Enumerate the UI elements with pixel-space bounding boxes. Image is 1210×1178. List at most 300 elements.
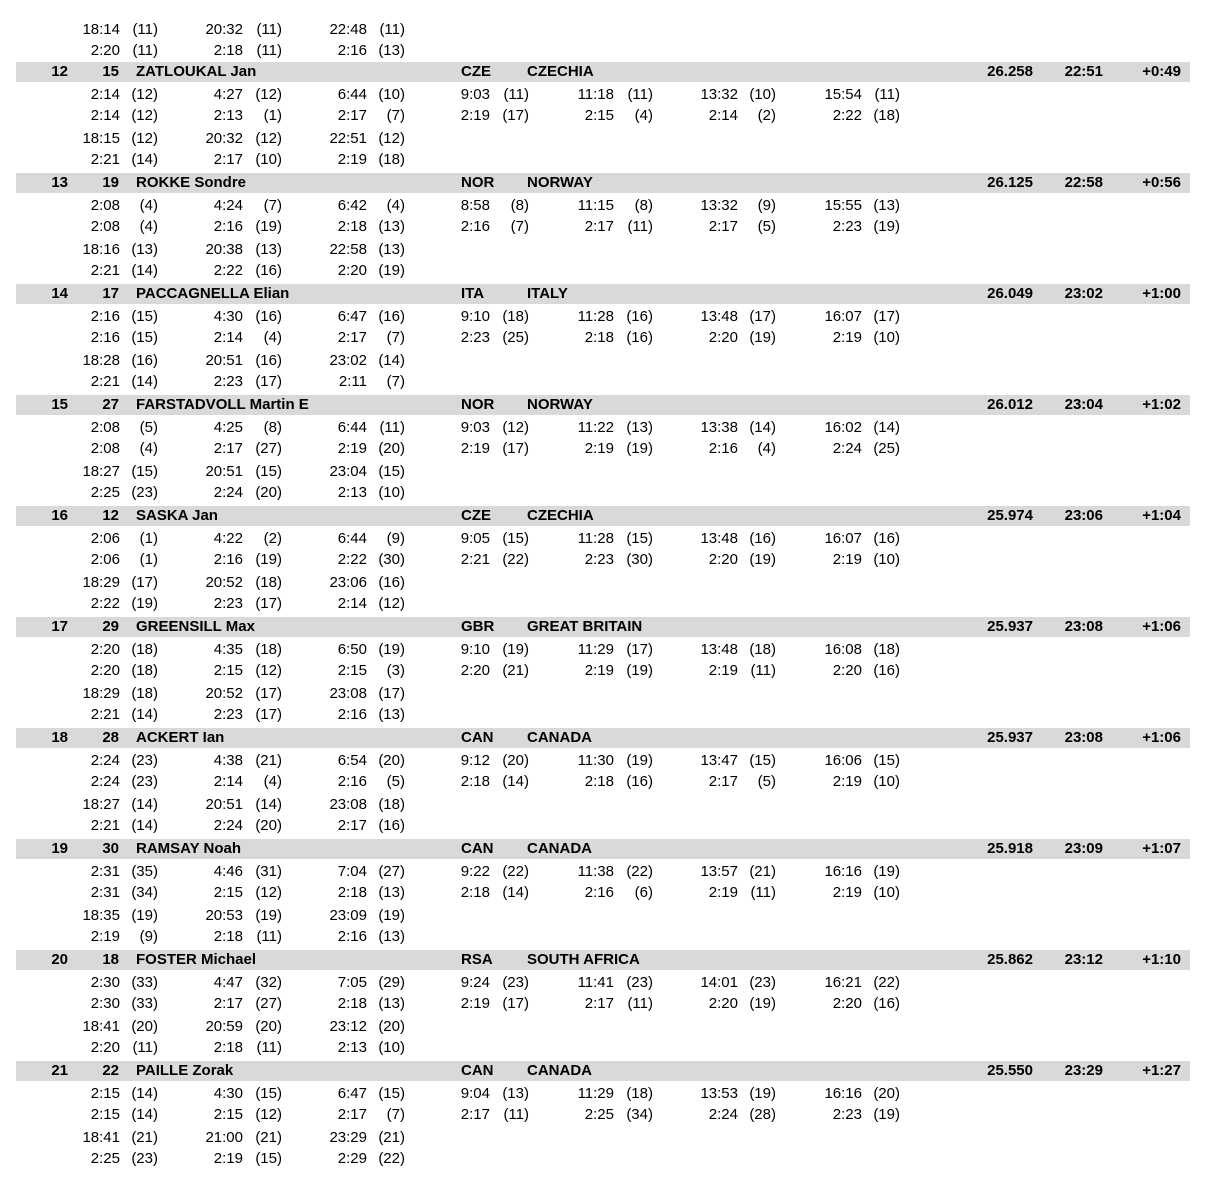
cumulative-split-row [0, 240, 1210, 260]
split-rank: (7) [263, 197, 282, 214]
split-rank: (15) [378, 1085, 405, 1102]
split-time: 9:04 [460, 1085, 490, 1102]
split-rank: (17) [502, 995, 529, 1012]
split-time: 9:05 [460, 530, 490, 547]
cumulative-split-row [0, 307, 1210, 327]
split-rank: (19) [749, 995, 776, 1012]
split-rank: (5) [139, 419, 158, 436]
split-time: 2:19 [90, 928, 120, 945]
rank: 21 [51, 1062, 68, 1079]
split-time: 11:28 [577, 530, 614, 547]
split-rank: (15) [626, 530, 653, 547]
split-rank: (8) [263, 419, 282, 436]
split-rank: (19) [255, 551, 282, 568]
split-time: 2:31 [90, 863, 120, 880]
split-rank: (11) [132, 21, 158, 38]
split-rank: (14) [502, 884, 529, 901]
split-time: 11:30 [577, 752, 614, 769]
split-rank: (12) [131, 86, 158, 103]
split-rank: (14) [131, 796, 158, 813]
split-rank: (13) [378, 42, 405, 59]
split-rank: (4) [139, 218, 158, 235]
split-time: 4:46 [213, 863, 243, 880]
split-rank: (30) [378, 551, 405, 568]
split-rank: (11) [256, 42, 282, 59]
split-time: 4:25 [213, 419, 243, 436]
split-rank: (16) [873, 662, 900, 679]
points: 25.937 [987, 729, 1033, 746]
split-rank: (13) [378, 995, 405, 1012]
split-rank: (16) [378, 817, 405, 834]
split-rank: (4) [139, 197, 158, 214]
split-rank: (11) [379, 21, 405, 38]
split-rank: (19) [873, 863, 900, 880]
split-time: 2:15 [337, 662, 367, 679]
split-rank: (21) [131, 1129, 158, 1146]
split-rank: (17) [255, 685, 282, 702]
split-rank: (18) [131, 641, 158, 658]
split-rank: (1) [139, 551, 158, 568]
split-time: 16:07 [824, 308, 862, 325]
lap-split-row [0, 661, 1210, 681]
split-time: 2:16 [460, 218, 490, 235]
split-rank: (17) [378, 685, 405, 702]
split-rank: (10) [873, 551, 900, 568]
split-time: 2:20 [337, 262, 367, 279]
split-rank: (18) [131, 662, 158, 679]
split-time: 2:18 [337, 995, 367, 1012]
split-time: 2:24 [213, 484, 243, 501]
time-behind: +1:06 [1142, 618, 1181, 635]
split-rank: (12) [255, 884, 282, 901]
split-time: 2:19 [460, 107, 490, 124]
split-time: 6:47 [337, 308, 367, 325]
split-time: 6:54 [337, 752, 367, 769]
split-rank: (22) [873, 974, 900, 991]
split-time: 6:50 [337, 641, 367, 658]
split-time: 2:16 [708, 440, 738, 457]
split-rank: (15) [378, 463, 405, 480]
split-time: 2:17 [708, 218, 738, 235]
split-rank: (10) [378, 86, 405, 103]
split-time: 2:21 [90, 262, 120, 279]
split-rank: (10) [873, 773, 900, 790]
finish-time: 23:29 [1064, 1062, 1103, 1079]
split-time: 4:35 [213, 641, 243, 658]
split-rank: (11) [627, 86, 653, 103]
athlete-name: FARSTADVOLL Martin E [136, 396, 309, 413]
athlete-name: ROKKE Sondre [136, 174, 247, 191]
split-rank: (18) [378, 151, 405, 168]
split-rank: (19) [749, 329, 776, 346]
split-rank: (19) [378, 262, 405, 279]
lap-split-row [0, 772, 1210, 792]
split-time: 13:32 [700, 197, 738, 214]
bib: 17 [102, 285, 119, 302]
country-name: CZECHIA [527, 63, 594, 80]
athlete-header-row [16, 617, 1190, 637]
split-rank: (17) [131, 574, 158, 591]
split-rank: (11) [132, 1039, 158, 1056]
rank: 12 [51, 63, 68, 80]
split-rank: (1) [263, 107, 282, 124]
finish-time: 23:02 [1064, 285, 1103, 302]
split-time: 2:13 [337, 1039, 367, 1056]
lap-split-row [0, 1149, 1210, 1169]
finish-time: 22:58 [1064, 174, 1103, 191]
split-time: 22:51 [329, 130, 367, 147]
split-time: 23:06 [329, 574, 367, 591]
split-time: 2:23 [584, 551, 614, 568]
cumulative-split-row [0, 795, 1210, 815]
split-time: 20:52 [205, 574, 243, 591]
split-time: 11:15 [577, 197, 614, 214]
lap-split-row [0, 217, 1210, 237]
cumulative-split-row [0, 462, 1210, 482]
country-name: ITALY [527, 285, 568, 302]
split-rank: (9) [386, 530, 405, 547]
split-rank: (4) [263, 773, 282, 790]
split-time: 9:22 [460, 863, 490, 880]
split-time: 13:48 [700, 530, 738, 547]
split-time: 2:16 [90, 329, 120, 346]
split-time: 2:14 [90, 86, 120, 103]
split-time: 2:08 [90, 419, 120, 436]
split-time: 2:23 [213, 373, 243, 390]
bib: 28 [102, 729, 119, 746]
finish-time: 23:08 [1064, 729, 1103, 746]
split-time: 2:08 [90, 197, 120, 214]
split-time: 2:18 [337, 218, 367, 235]
split-time: 2:17 [213, 995, 243, 1012]
country-name: SOUTH AFRICA [527, 951, 640, 968]
split-rank: (19) [873, 1106, 900, 1123]
country-name: GREAT BRITAIN [527, 618, 643, 635]
split-time: 23:02 [329, 352, 367, 369]
split-rank: (18) [873, 641, 900, 658]
split-rank: (2) [263, 530, 282, 547]
split-rank: (21) [378, 1129, 405, 1146]
split-rank: (19) [873, 218, 900, 235]
split-rank: (17) [873, 308, 900, 325]
split-time: 2:18 [584, 329, 614, 346]
split-rank: (15) [749, 752, 776, 769]
split-time: 20:53 [205, 907, 243, 924]
split-rank: (19) [626, 752, 653, 769]
split-time: 2:11 [338, 373, 367, 390]
cumulative-split-row [0, 973, 1210, 993]
lap-split-row [0, 106, 1210, 126]
split-rank: (6) [634, 884, 653, 901]
split-time: 2:18 [213, 1039, 243, 1056]
split-rank: (18) [873, 107, 900, 124]
split-rank: (31) [255, 863, 282, 880]
lap-split-row [0, 816, 1210, 836]
split-rank: (14) [502, 773, 529, 790]
split-rank: (16) [873, 995, 900, 1012]
split-rank: (16) [255, 308, 282, 325]
lap-split-row [0, 150, 1210, 170]
split-rank: (23) [502, 974, 529, 991]
split-time: 2:17 [708, 773, 738, 790]
split-time: 2:30 [90, 974, 120, 991]
split-rank: (4) [386, 197, 405, 214]
split-rank: (19) [378, 641, 405, 658]
bib: 15 [102, 63, 119, 80]
split-time: 7:05 [337, 974, 367, 991]
split-rank: (21) [255, 752, 282, 769]
split-time: 16:08 [824, 641, 862, 658]
bib: 19 [102, 174, 119, 191]
split-time: 2:16 [213, 218, 243, 235]
split-time: 2:14 [337, 595, 367, 612]
split-rank: (7) [510, 218, 529, 235]
split-time: 16:16 [824, 1085, 862, 1102]
athlete-name: PAILLE Zorak [136, 1062, 234, 1079]
split-time: 2:21 [90, 817, 120, 834]
split-time: 4:22 [213, 530, 243, 547]
split-rank: (10) [378, 484, 405, 501]
split-time: 18:35 [82, 907, 120, 924]
split-time: 6:44 [337, 419, 367, 436]
bib: 30 [102, 840, 119, 857]
split-rank: (18) [749, 641, 776, 658]
split-time: 16:02 [824, 419, 862, 436]
split-rank: (16) [255, 352, 282, 369]
split-rank: (11) [627, 218, 653, 235]
athlete-header-row [16, 1061, 1190, 1081]
split-time: 2:14 [213, 329, 243, 346]
split-time: 2:20 [90, 662, 120, 679]
split-time: 2:24 [90, 752, 120, 769]
split-time: 2:13 [213, 107, 243, 124]
cumulative-split-row [0, 1128, 1210, 1148]
split-time: 23:12 [329, 1018, 367, 1035]
split-time: 6:47 [337, 1085, 367, 1102]
split-time: 2:24 [708, 1106, 738, 1123]
country-name: CANADA [527, 729, 592, 746]
cumulative-split-row [0, 684, 1210, 704]
split-rank: (14) [749, 419, 776, 436]
split-time: 2:19 [708, 884, 738, 901]
cumulative-split-row [0, 573, 1210, 593]
split-rank: (20) [873, 1085, 900, 1102]
split-time: 2:23 [832, 218, 862, 235]
split-rank: (11) [379, 419, 405, 436]
split-rank: (20) [131, 1018, 158, 1035]
split-time: 11:41 [577, 974, 614, 991]
split-time: 11:29 [577, 1085, 614, 1102]
split-time: 2:22 [337, 551, 367, 568]
points: 26.258 [987, 63, 1033, 80]
split-time: 2:17 [213, 151, 243, 168]
split-rank: (16) [749, 530, 776, 547]
bib: 27 [102, 396, 119, 413]
split-rank: (23) [131, 1150, 158, 1167]
athlete-header-row [16, 950, 1190, 970]
lap-split-row [0, 439, 1210, 459]
split-rank: (15) [131, 329, 158, 346]
split-time: 2:19 [584, 440, 614, 457]
split-rank: (17) [502, 107, 529, 124]
nation-code: CAN [461, 1062, 494, 1079]
split-rank: (18) [255, 574, 282, 591]
points: 25.937 [987, 618, 1033, 635]
split-rank: (8) [634, 197, 653, 214]
split-rank: (20) [378, 440, 405, 457]
nation-code: ITA [461, 285, 485, 302]
split-rank: (27) [255, 440, 282, 457]
lap-split-row [0, 483, 1210, 503]
split-rank: (12) [255, 662, 282, 679]
finish-time: 22:51 [1064, 63, 1103, 80]
split-rank: (23) [131, 484, 158, 501]
split-time: 11:29 [577, 641, 614, 658]
finish-time: 23:06 [1064, 507, 1103, 524]
split-rank: (23) [131, 773, 158, 790]
lap-split-row [0, 550, 1210, 570]
split-rank: (7) [386, 107, 405, 124]
rank: 17 [51, 618, 68, 635]
split-rank: (27) [378, 863, 405, 880]
split-time: 2:18 [213, 42, 243, 59]
time-behind: +1:27 [1142, 1062, 1181, 1079]
split-rank: (11) [503, 86, 529, 103]
split-time: 9:10 [460, 308, 490, 325]
lap-split-row [0, 261, 1210, 281]
split-rank: (29) [378, 974, 405, 991]
split-time: 21:00 [205, 1129, 243, 1146]
cumulative-split-row [0, 1084, 1210, 1104]
split-rank: (11) [627, 995, 653, 1012]
split-rank: (15) [255, 463, 282, 480]
split-time: 2:23 [213, 595, 243, 612]
split-time: 2:20 [90, 1039, 120, 1056]
split-rank: (13) [378, 241, 405, 258]
time-behind: +0:56 [1142, 174, 1181, 191]
split-time: 18:29 [82, 574, 120, 591]
nation-code: CZE [461, 63, 491, 80]
split-time: 20:59 [205, 1018, 243, 1035]
split-time: 2:17 [213, 440, 243, 457]
split-time: 2:14 [213, 773, 243, 790]
cumulative-split-row [0, 129, 1210, 149]
split-rank: (14) [131, 706, 158, 723]
split-rank: (21) [502, 662, 529, 679]
split-time: 2:06 [90, 530, 120, 547]
split-rank: (16) [626, 773, 653, 790]
split-rank: (20) [378, 1018, 405, 1035]
athlete-name: PACCAGNELLA Elian [136, 285, 290, 302]
split-rank: (17) [255, 373, 282, 390]
bib: 18 [102, 951, 119, 968]
split-rank: (7) [386, 373, 405, 390]
split-rank: (9) [757, 197, 776, 214]
split-time: 2:20 [708, 551, 738, 568]
athlete-name: RAMSAY Noah [136, 840, 242, 857]
split-rank: (10) [749, 86, 776, 103]
split-time: 2:23 [460, 329, 490, 346]
split-rank: (19) [255, 218, 282, 235]
split-rank: (11) [750, 662, 776, 679]
time-behind: +1:04 [1142, 507, 1181, 524]
split-rank: (35) [131, 863, 158, 880]
split-rank: (16) [378, 574, 405, 591]
split-time: 2:15 [213, 884, 243, 901]
split-rank: (10) [873, 884, 900, 901]
split-time: 13:38 [700, 419, 738, 436]
split-time: 2:18 [460, 884, 490, 901]
split-time: 13:32 [700, 86, 738, 103]
split-rank: (5) [757, 218, 776, 235]
split-time: 2:19 [832, 329, 862, 346]
split-rank: (20) [502, 752, 529, 769]
split-time: 2:24 [213, 817, 243, 834]
points: 26.049 [987, 285, 1033, 302]
split-rank: (10) [873, 329, 900, 346]
split-rank: (22) [378, 1150, 405, 1167]
finish-time: 23:09 [1064, 840, 1103, 857]
split-time: 2:20 [90, 42, 120, 59]
split-time: 2:16 [337, 42, 367, 59]
split-rank: (23) [749, 974, 776, 991]
finish-time: 23:08 [1064, 618, 1103, 635]
split-rank: (20) [255, 817, 282, 834]
split-time: 2:19 [708, 662, 738, 679]
split-rank: (14) [255, 796, 282, 813]
split-time: 2:15 [90, 1085, 120, 1102]
cumulative-split-row [0, 351, 1210, 371]
split-rank: (32) [255, 974, 282, 991]
split-rank: (13) [378, 706, 405, 723]
split-time: 2:15 [90, 1106, 120, 1123]
split-rank: (22) [502, 863, 529, 880]
split-time: 2:22 [213, 262, 243, 279]
split-rank: (4) [139, 440, 158, 457]
split-time: 2:22 [832, 107, 862, 124]
split-time: 2:17 [337, 107, 367, 124]
split-rank: (30) [626, 551, 653, 568]
split-time: 16:06 [824, 752, 862, 769]
split-time: 8:58 [460, 197, 490, 214]
split-rank: (7) [386, 329, 405, 346]
time-behind: +1:02 [1142, 396, 1181, 413]
split-rank: (13) [502, 1085, 529, 1102]
athlete-name: GREENSILL Max [136, 618, 255, 635]
split-time: 11:28 [577, 308, 614, 325]
split-rank: (4) [634, 107, 653, 124]
split-time: 2:08 [90, 218, 120, 235]
split-time: 2:21 [90, 151, 120, 168]
split-time: 18:15 [82, 130, 120, 147]
rank: 18 [51, 729, 68, 746]
split-time: 13:48 [700, 308, 738, 325]
athlete-header-row [16, 284, 1190, 304]
split-time: 2:23 [832, 1106, 862, 1123]
split-time: 2:18 [337, 884, 367, 901]
split-time: 2:25 [90, 484, 120, 501]
split-time: 2:21 [460, 551, 490, 568]
split-time: 2:23 [213, 706, 243, 723]
lap-split-row [0, 1105, 1210, 1125]
points: 25.862 [987, 951, 1033, 968]
split-rank: (19) [749, 1085, 776, 1102]
time-behind: +1:06 [1142, 729, 1181, 746]
split-time: 2:20 [832, 662, 862, 679]
split-rank: (21) [749, 863, 776, 880]
split-time: 9:10 [460, 641, 490, 658]
split-rank: (12) [255, 1106, 282, 1123]
